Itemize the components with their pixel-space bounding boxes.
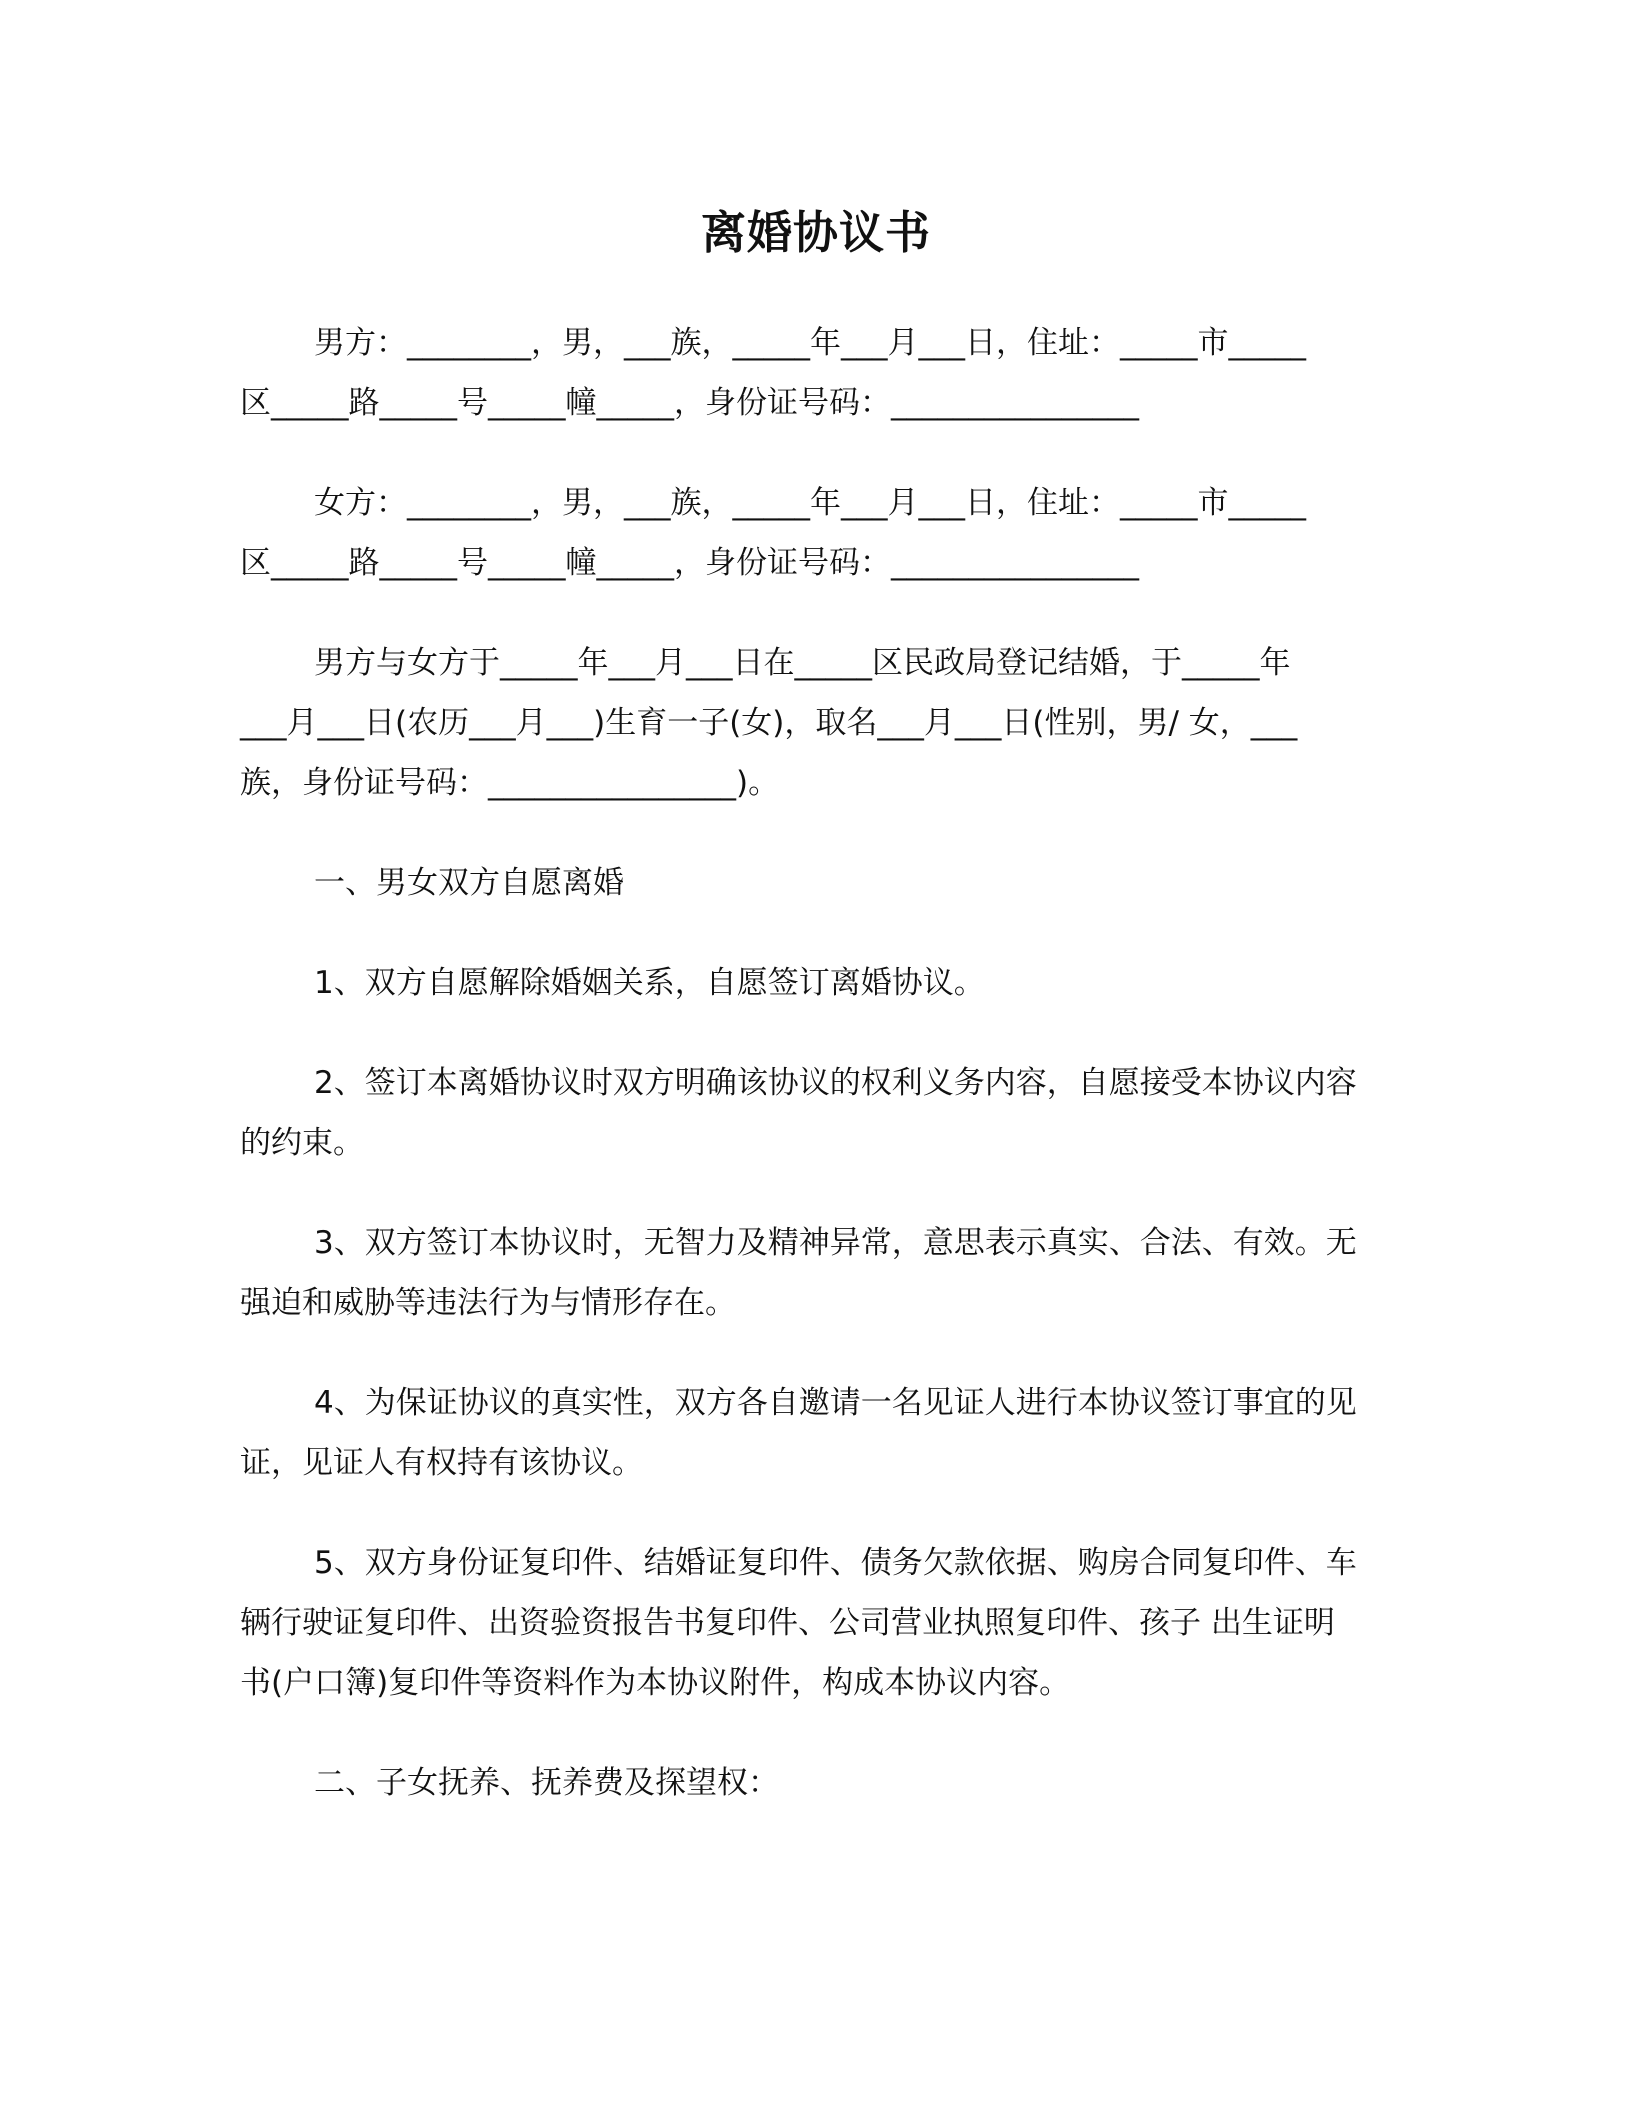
clause-2-line-2: 的约束。 (240, 1125, 364, 1161)
female-party-line-2: 区_____路_____号_____幢_____，身份证号码：________________ (240, 545, 1139, 581)
male-party-line-2: 区_____路_____号_____幢_____，身份证号码：________________ (240, 385, 1139, 421)
marriage-info-line-2: ___月___日(农历___月___)生育一子(女)，取名___月___日(性别，男/ 女，___ (240, 705, 1298, 741)
male-party-line-1: 男方：________，男，___族，_____年___月___日，住址：_____市_____ (314, 325, 1306, 361)
clause-4-line-2: 证，见证人有权持有该协议。 (240, 1445, 643, 1481)
clause-3-line-1: 3、双方签订本协议时，无智力及精神异常，意思表示真实、合法、有效。无 (314, 1225, 1357, 1261)
clause-5-line-3: 书(户口簿)复印件等资料作为本协议附件，构成本协议内容。 (240, 1665, 1071, 1701)
clause-3-line-2: 强迫和威胁等违法行为与情形存在。 (240, 1285, 736, 1321)
section-2-heading: 二、子女抚养、抚养费及探望权： (314, 1765, 779, 1801)
clause-2-line-1: 2、签订本离婚协议时双方明确该协议的权利义务内容，自愿接受本协议内容 (314, 1065, 1357, 1101)
marriage-info-line-1: 男方与女方于_____年___月___日在_____区民政局登记结婚，于_____年 (314, 645, 1291, 681)
marriage-info-line-3: 族，身份证号码：________________)。 (240, 765, 780, 801)
document-title: 离婚协议书 (700, 206, 931, 259)
section-1-heading: 一、男女双方自愿离婚 (314, 865, 624, 901)
clause-5-line-2: 辆行驶证复印件、出资验资报告书复印件、公司营业执照复印件、孩子 出生证明 (240, 1605, 1335, 1641)
clause-5-line-1: 5、双方身份证复印件、结婚证复印件、债务欠款依据、购房合同复印件、车 (314, 1545, 1357, 1581)
clause-1: 1、双方自愿解除婚姻关系，自愿签订离婚协议。 (314, 965, 985, 1001)
clause-4-line-1: 4、为保证协议的真实性，双方各自邀请一名见证人进行本协议签订事宜的见 (314, 1385, 1357, 1421)
female-party-line-1: 女方：________，男，___族，_____年___月___日，住址：_____市_____ (314, 485, 1306, 521)
